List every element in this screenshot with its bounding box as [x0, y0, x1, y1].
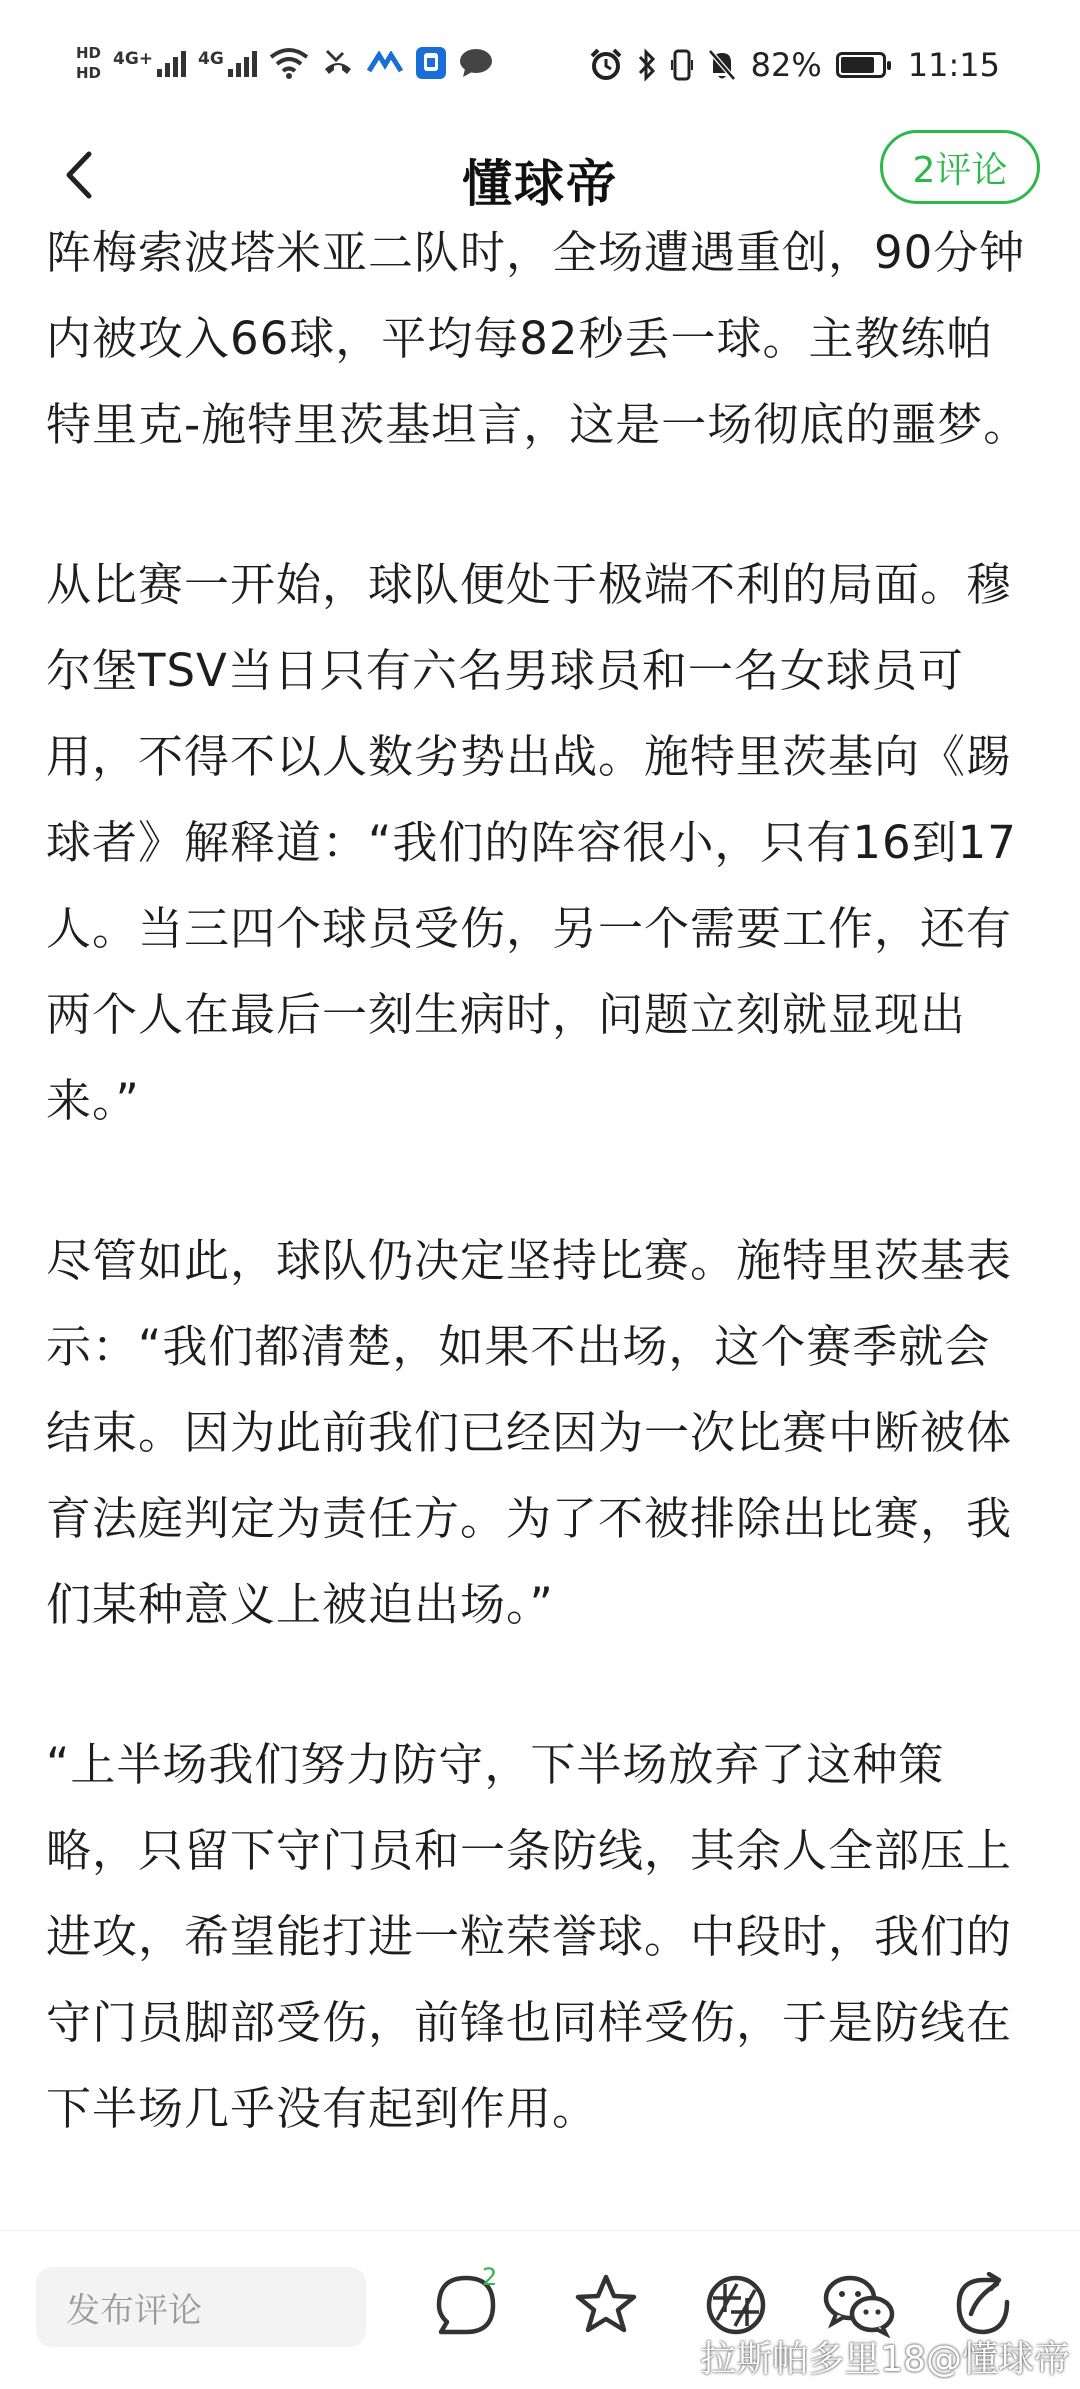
comment-count-badge: 2	[482, 2263, 498, 2291]
comment-count-button[interactable]	[430, 2263, 502, 2341]
message-bubble-icon	[459, 48, 493, 78]
status-right	[589, 40, 1000, 90]
favorite-button[interactable]	[570, 2269, 642, 2341]
net1-label: 4G+	[113, 49, 154, 69]
hd1-label: HD	[76, 44, 102, 62]
hd2-label: HD	[76, 64, 102, 82]
wechat-icon	[822, 2272, 898, 2338]
star-icon	[573, 2272, 639, 2338]
battery-icon	[836, 52, 886, 78]
mute-bell-icon	[707, 48, 737, 82]
article-paragraph-1: 阵梅索波塔米亚二队时，全场遭遇重创，90分钟内被攻入66球，平均每82秒丢一球。主教练帕特里克-施特里茨基坦言，这是一场彻底的噩梦。	[46, 226, 1030, 451]
page-title: 懂球帝	[462, 155, 618, 213]
alarm-icon	[589, 48, 623, 82]
missed-call-icon	[321, 47, 355, 79]
clock: 11:15	[907, 46, 1000, 84]
signal-bars-icon	[157, 49, 186, 77]
wifi-icon	[269, 47, 309, 79]
status-bar	[0, 0, 1080, 130]
share-icon	[951, 2272, 1017, 2338]
signal-1	[113, 49, 186, 77]
watermark: 拉斯帕多里18@懂球帝	[700, 2339, 1070, 2380]
article-paragraph-2: 从比赛一开始，球队便处于极端不利的局面。穆尔堡TSV当日只有六名男球员和一名女球员可用，不得不以人数劣势出战。施特里茨基向《踢球者》解释道：“我们的阵容很小，只有16到17人。当三四个球员受伤，另一个需要工作，还有两个人在最后一刻生病时，问题立刻就显现出来。”	[46, 558, 1017, 1127]
hd-indicator	[76, 43, 101, 83]
article-body	[46, 210, 1036, 2220]
article-paragraph-4: “上半场我们努力防守，下半场放弃了这种策略，只留下守门员和一条防线，其余人全部压上进攻，希望能打进一粒荣誉球。中段时，我们的守门员脚部受伤，前锋也同样受伤，于是防线在下半场几乎没有起到作用。	[46, 1738, 1013, 2135]
battery-percent: 82%	[750, 46, 822, 84]
bottom-action-bar	[0, 2230, 1080, 2389]
comments-button[interactable]: 2评论	[880, 130, 1040, 204]
signal-2	[198, 49, 257, 77]
moments-icon	[703, 2272, 769, 2338]
signal-bars-icon	[228, 49, 257, 77]
app-notification-icon	[367, 51, 403, 75]
net2-label: 4G	[198, 49, 224, 69]
article-paragraph-3: 尽管如此，球队仍决定坚持比赛。施特里茨基表示：“我们都清楚，如果不出场，这个赛季就会结束。因为此前我们已经因为一次比赛中断被体育法庭判定为责任方。为了不被排除出比赛，我们某种意义上被迫出场。”	[46, 1234, 1013, 1631]
bluetooth-icon	[637, 48, 657, 82]
comment-input[interactable]: 发布评论	[36, 2267, 366, 2347]
status-left	[76, 28, 493, 98]
vibrate-icon	[671, 48, 693, 82]
app-badge-icon	[415, 46, 447, 80]
